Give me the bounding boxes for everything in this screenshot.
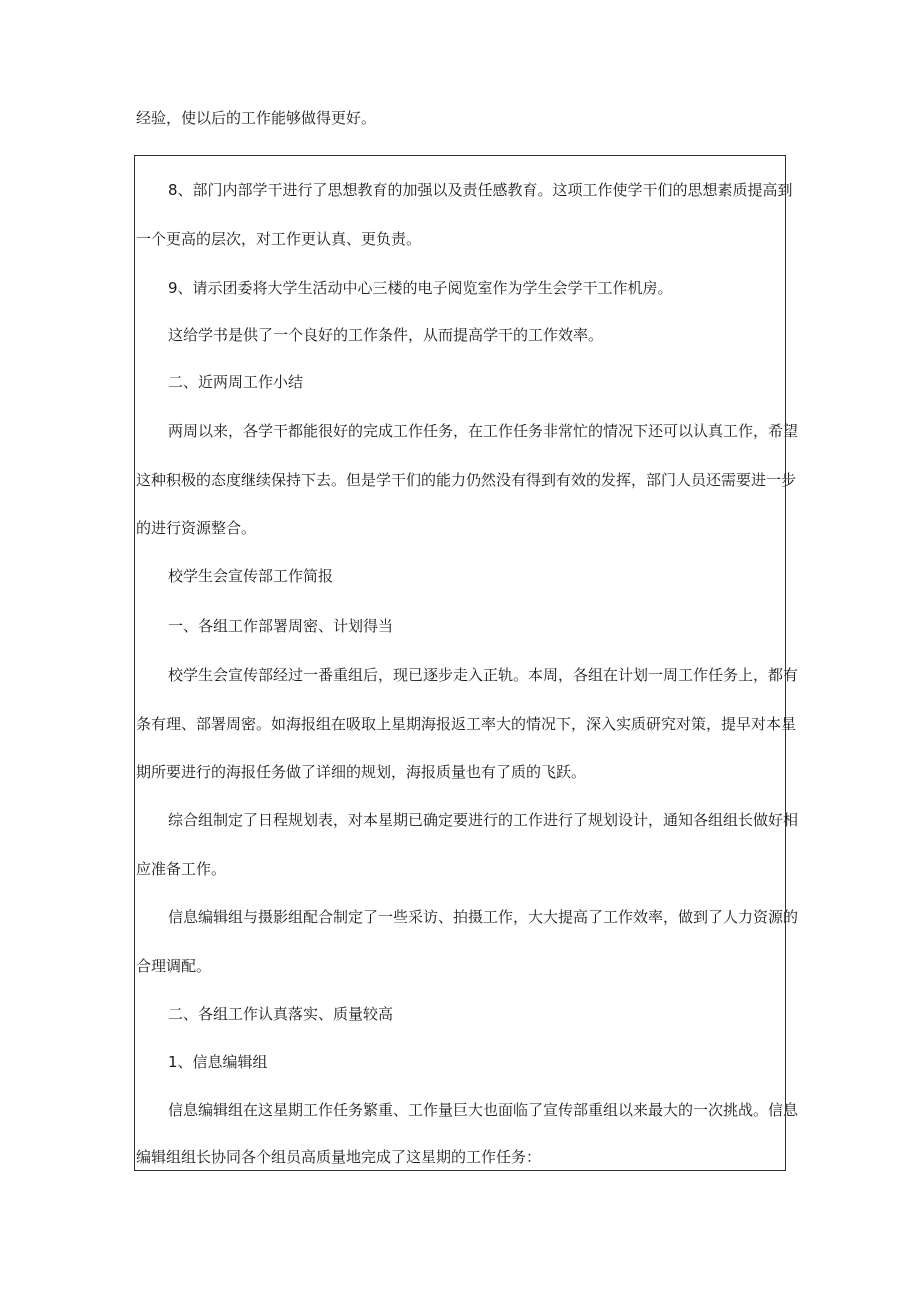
section-heading: 一、各组工作部署周密、计划得当 — [168, 617, 394, 635]
section-heading: 二、近两周工作小结 — [168, 373, 304, 391]
paragraph-line: 一个更高的层次，对工作更认真、更负责。 — [136, 230, 422, 248]
paragraph-line: 条有理、部署周密。如海报组在吸取上星期海报返工率大的情况下，深入实质研究对策，提早对本星 — [136, 715, 797, 733]
paragraph-line: 校学生会宣传部经过一番重组后，现已逐步走入正轨。本周，各组在计划一周工作任务上，都有 — [168, 666, 799, 684]
subsection-heading: 1、信息编辑组 — [168, 1053, 268, 1071]
paragraph-line: 综合组制定了日程规划表，对本星期已确定要进行的工作进行了规划设计，通知各组组长做好相 — [168, 811, 799, 829]
paragraph-line: 应准备工作。 — [136, 860, 227, 878]
paragraph-line: 这种积极的态度继续保持下去。但是学干们的能力仍然没有得到有效的发挥，部门人员还需要进一步 — [136, 471, 797, 489]
paragraph-line: 的进行资源整合。 — [136, 519, 257, 537]
paragraph-line: 9、请示团委将大学生活动中心三楼的电子阅览室作为学生会学干工作机房。 — [168, 279, 673, 297]
paragraph-line: 这给学书是供了一个良好的工作条件，从而提高学干的工作效率。 — [168, 326, 604, 344]
paragraph-line: 编辑组组长协同各个组员高质量地完成了这星期的工作任务： — [136, 1148, 542, 1166]
paragraph-line: 信息编辑组在这星期工作任务繁重、工作量巨大也面临了宣传部重组以来最大的一次挑战。信息 — [168, 1101, 799, 1119]
paragraph-line: 期所要进行的海报任务做了详细的规划，海报质量也有了质的飞跃。 — [136, 763, 587, 781]
paragraph-line: 两周以来，各学干都能很好的完成工作任务，在工作任务非常忙的情况下还可以认真工作，希望 — [168, 422, 799, 440]
report-title: 校学生会宣传部工作简报 — [168, 567, 334, 585]
paragraph-line: 8、部门内部学干进行了思想教育的加强以及责任感教育。这项工作使学干们的思想素质提高到 — [168, 181, 793, 199]
section-heading: 二、各组工作认真落实、质量较高 — [168, 1005, 394, 1023]
paragraph-line: 合理调配。 — [136, 957, 212, 975]
continued-paragraph-end: 经验，使以后的工作能够做得更好。 — [136, 109, 377, 127]
text-frame — [134, 155, 799, 1171]
paragraph-line: 信息编辑组与摄影组配合制定了一些采访、拍摄工作，大大提高了工作效率，做到了人力资源的 — [168, 908, 799, 926]
